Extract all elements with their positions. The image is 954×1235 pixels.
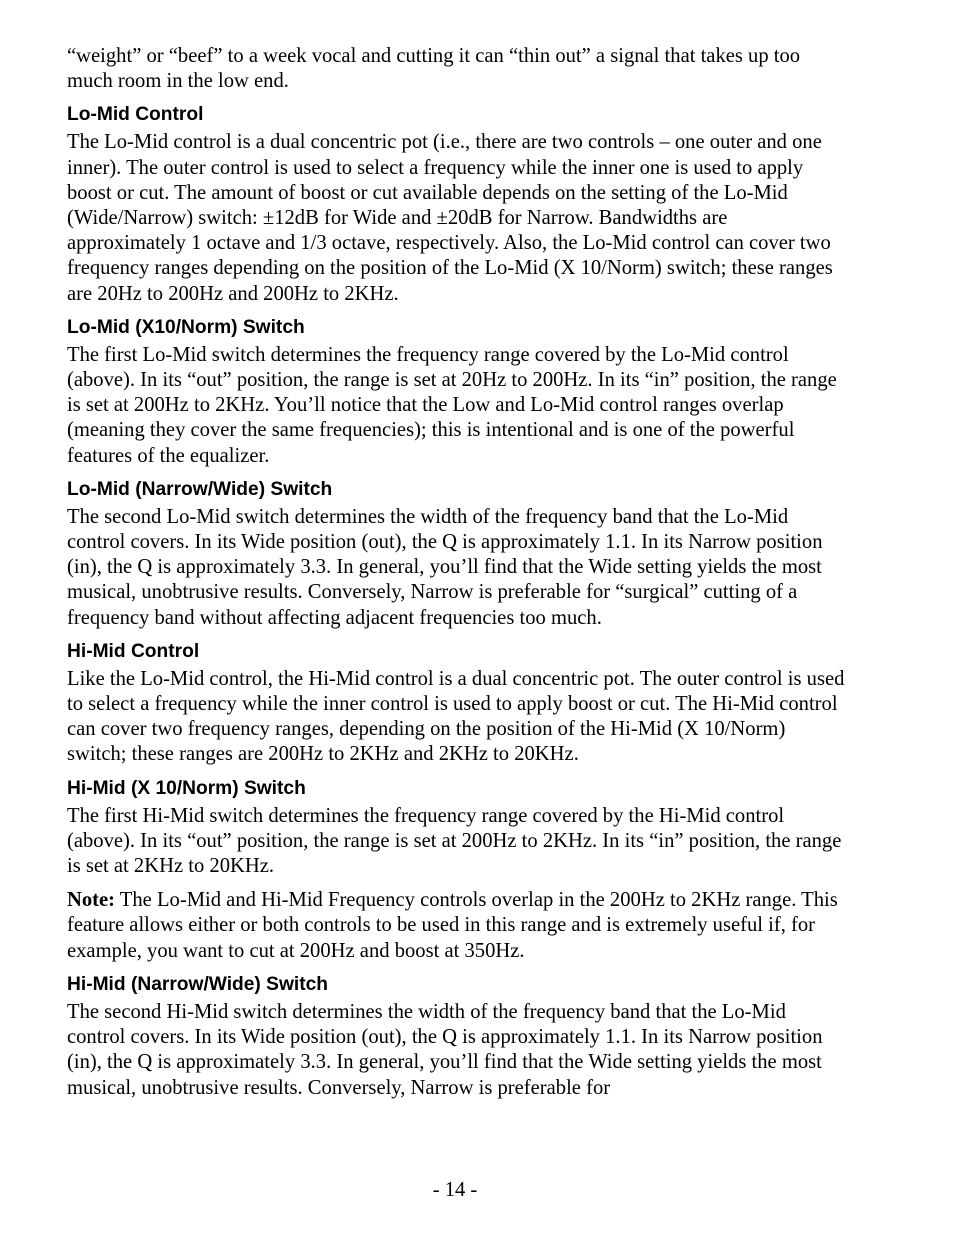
section-body-hi-mid-narrow-wide-switch: The second Hi-Mid switch determines the width of the frequency band that the Lo-Mid control covers. In its Wide position (out), the Q is approximately 1.1. In its Narrow position (in), the Q is approximately 3.3. In general, you’ll find that the Wide setting yields the most musical, unobtrusive results. Conversely, Narrow is preferable for [67, 1000, 823, 1099]
section-body-lo-mid-x10-norm-switch: The first Lo-Mid switch determines the frequency range covered by the Lo-Mid control (above). In its “out” position, the range is set at 20Hz to 200Hz. In its “in” position, the range is set at 200Hz to 2KHz. You’ll notice that the Low and Lo-Mid control ranges overlap (meaning they cover the same frequencies); this is intentional and is one of the powerful features of the equalizer. [67, 343, 837, 467]
section-body-hi-mid-x10-norm-switch: The first Hi-Mid switch determines the frequency range covered by the Hi-Mid control (above). In its “out” position, the range is set at 200Hz to 2KHz. In its “in” position, the range is set at 2KHz to 20KHz. [67, 804, 842, 878]
section-heading-lo-mid-narrow-wide-switch: Lo-Mid (Narrow/Wide) Switch [67, 478, 333, 500]
page-content [67, 44, 847, 1101]
note-body: The Lo-Mid and Hi-Mid Frequency controls overlap in the 200Hz to 2KHz range. This feature allows either or both controls to be used in this range and is extremely useful if, for example, you want to cut at 200Hz and boost at 350Hz. [67, 889, 838, 962]
section-heading-hi-mid-control: Hi-Mid Control [67, 640, 200, 662]
section-body-hi-mid-control: Like the Lo-Mid control, the Hi-Mid control is a dual concentric pot. The outer control is used to select a frequency while the inner control is used to apply boost or cut. The Hi-Mid control can cover two frequency ranges, depending on the position of the Hi-Mid (X 10/Norm) switch; these ranges are 200Hz to 2KHz and 2KHz to 20KHz. [67, 667, 845, 766]
section-heading-lo-mid-x10-norm-switch: Lo-Mid (X10/Norm) Switch [67, 316, 305, 338]
section-heading-hi-mid-narrow-wide-switch: Hi-Mid (Narrow/Wide) Switch [67, 973, 328, 995]
section-body-lo-mid-control: The Lo-Mid control is a dual concentric pot (i.e., there are two controls – one outer and one inner). The outer control is used to select a frequency while the inner one is used to apply boost or cut. The amount of boost or cut available depends on the setting of the Lo-Mid (Wide/Narrow) switch: ±12dB for Wide and ±20dB for Narrow. Bandwidths are approximately 1 octave and 1/3 octave, respectively. Also, the Lo-Mid control can cover two frequency ranges depending on the position of the Lo-Mid (X 10/Norm) switch; these ranges are 20Hz to 200Hz and 200Hz to 2KHz. [67, 131, 833, 305]
section-body-lo-mid-narrow-wide-switch: The second Lo-Mid switch determines the width of the frequency band that the Lo-Mid control covers. In its Wide position (out), the Q is approximately 1.1. In its Narrow position (in), the Q is approximately 3.3. In general, you’ll find that the Wide setting yields the most musical, unobtrusive results. Conversely, Narrow is preferable for “surgical” cutting of a frequency band without affecting adjacent frequencies too much. [67, 505, 823, 629]
note-paragraph [67, 888, 847, 964]
section-heading-hi-mid-x10-norm-switch: Hi-Mid (X 10/Norm) Switch [67, 777, 306, 799]
section-heading-lo-mid-control: Lo-Mid Control [67, 104, 204, 126]
page-number: - 14 - [432, 1179, 478, 1201]
note-label: Note: [67, 889, 116, 912]
intro-paragraph: “weight” or “beef” to a week vocal and cutting it can “thin out” a signal that takes up too much room in the low end. [67, 45, 801, 93]
